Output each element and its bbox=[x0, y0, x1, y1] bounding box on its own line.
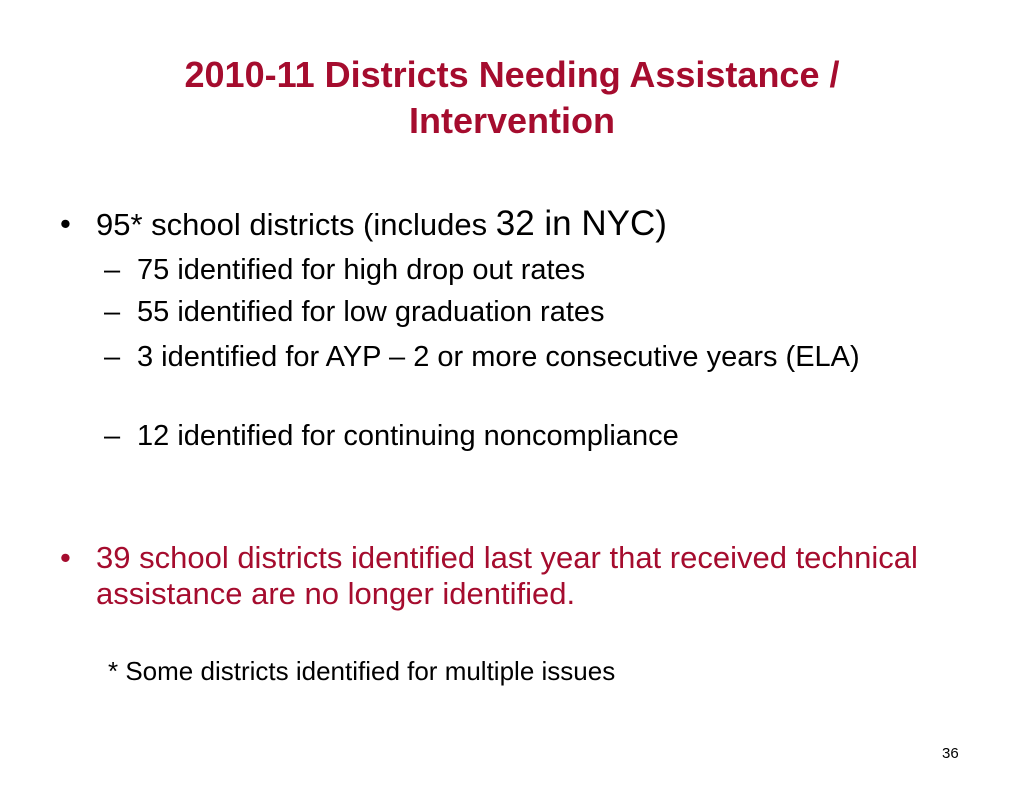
slide-title bbox=[0, 52, 1024, 144]
subitem-graduation bbox=[104, 294, 964, 330]
bullet-text: 39 school districts identified last year that received technical assistance are no longer identified. bbox=[96, 540, 918, 611]
slide-title-line-2: Intervention bbox=[408, 100, 615, 141]
subitem-text: 3 identified for AYP – 2 or more consecutive years (ELA) bbox=[137, 341, 860, 373]
page-number: 36 bbox=[942, 745, 959, 762]
subitem-text: 55 identified for low graduation rates bbox=[137, 296, 605, 328]
sub-dash: – bbox=[104, 341, 121, 373]
bullet-no-longer-identified bbox=[60, 540, 960, 612]
bullet-text-nyc: 32 in NYC) bbox=[495, 204, 667, 243]
subitem-text: 75 identified for high drop out rates bbox=[137, 254, 586, 286]
subitem-drop-out bbox=[104, 252, 964, 288]
bullet-text bbox=[96, 206, 960, 243]
bullet-text-prefix: 95* school districts (includes bbox=[96, 207, 496, 242]
subitem-noncompliance bbox=[104, 418, 964, 454]
subitem-ayp bbox=[104, 339, 964, 375]
bullet-marker: • bbox=[60, 206, 71, 241]
slide-title-line-1: 2010-11 Districts Needing Assistance / bbox=[184, 54, 840, 95]
bullet-districts-total bbox=[60, 206, 960, 243]
footnote: * Some districts identified for multiple issues bbox=[108, 656, 616, 686]
sub-dash: – bbox=[104, 254, 121, 286]
bullet-marker: • bbox=[60, 540, 71, 575]
sub-dash: – bbox=[104, 420, 121, 452]
sub-dash: – bbox=[104, 296, 121, 328]
subitem-text: 12 identified for continuing noncompliance bbox=[137, 420, 679, 452]
